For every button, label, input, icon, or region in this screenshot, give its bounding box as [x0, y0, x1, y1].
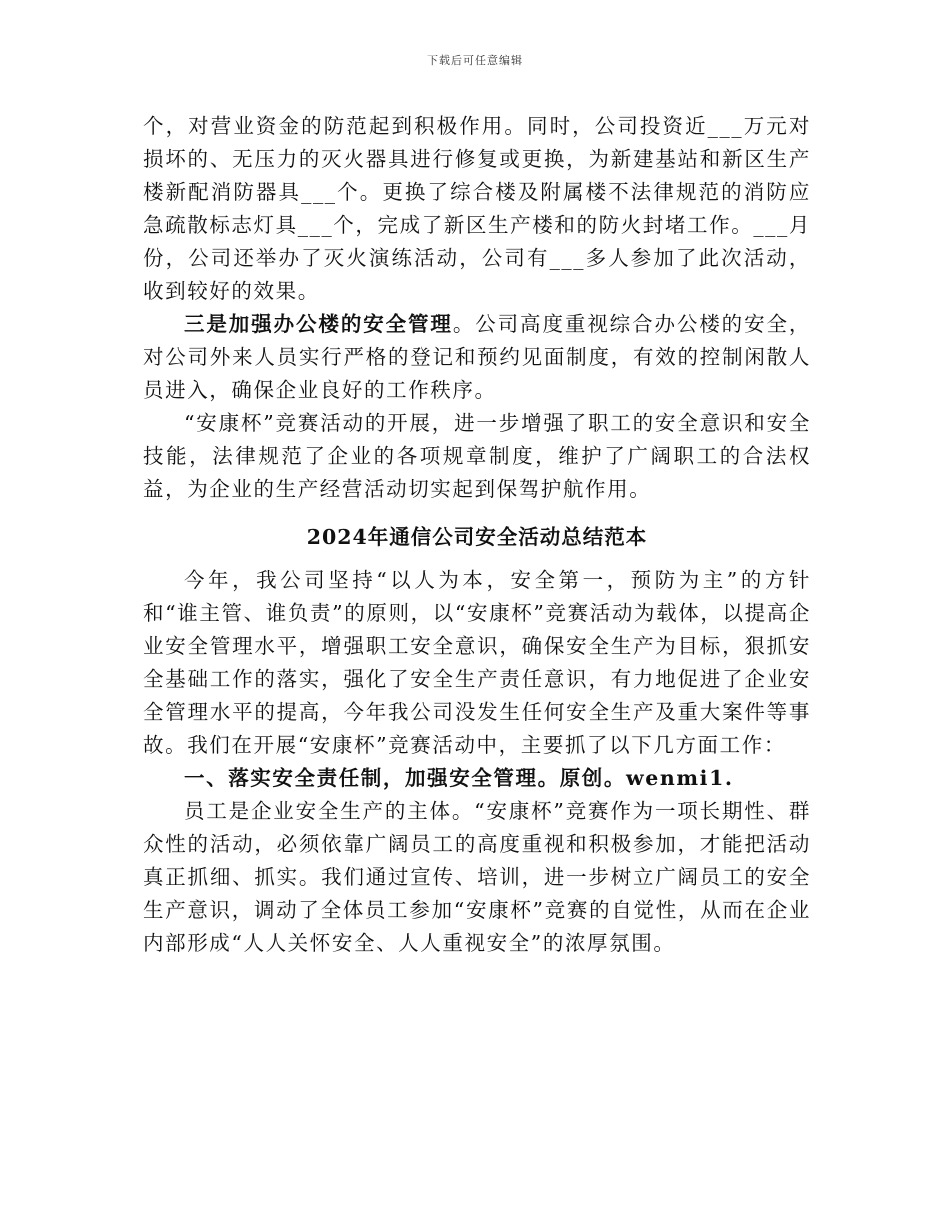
section-heading-responsibility: 一、落实安全责任制，加强安全管理。原创。wenmi1.: [184, 766, 734, 790]
paragraph-fire-safety: 个，对营业资金的防范起到积极作用。同时，公司投资近___万元对损坏的、无压力的灭火器具进行修复或更换，为新建基站和新区生产楼新配消防器具___个。更换了综合楼及附属楼不法律规范的消防应急疏散标志灯具___个，完成了新区生产楼和的防火封堵工作。___月份，公司还举办了灭火演练活动，公司有___多人参加了此次活动，收到较好的效果。: [143, 114, 811, 303]
paragraph-ankang-summary: “安康杯”竞赛活动的开展，进一步增强了职工的安全意识和安全技能，法律规范了企业的各项规章制度，维护了广阔职工的合法权益，为企业的生产经营活动切实起到保驾护航作用。: [143, 411, 811, 501]
paragraph-office-safety-text: 。公司高度重视综合办公楼的安全，对公司外来人员实行严格的登记和预约见面制度，有效的控制闲散人员进入，确保企业良好的工作秩序。: [143, 312, 811, 402]
document-title: 2024年通信公司安全活动总结范本: [306, 525, 648, 549]
page-header-note: 下载后可任意编辑: [427, 54, 523, 67]
paragraph-office-safety-lead: 三是加强办公楼的安全管理: [184, 312, 453, 336]
paragraph-intro: 今年，我公司坚持“以人为本，安全第一，预防为主”的方针和“谁主管、谁负责”的原则，以“安康杯”竞赛活动为载体，以提高企业安全管理水平，增强职工安全意识，确保安全生产为目标，狠抓安全基础工作的落实，强化了安全生产责任意识，有力地促进了企业安全管理水平的提高，今年我公司没发生任何安全生产及重大案件等事故。我们在开展“安康杯”竞赛活动中，主要抓了以下几方面工作：: [143, 568, 811, 757]
paragraph-office-safety: [143, 308, 811, 407]
document-body: [143, 110, 811, 960]
paragraph-employees: 员工是企业安全生产的主体。“安康杯”竞赛作为一项长期性、群众性的活动，必须依靠广阔员工的高度重视和积极参加，才能把活动真正抓细、抓实。我们通过宣传、培训，进一步树立广阔员工的安全生产意识，调动了全体员工参加“安康杯”竞赛的自觉性，从而在企业内部形成“人人关怀安全、人人重视安全”的浓厚氛围。: [143, 799, 811, 955]
